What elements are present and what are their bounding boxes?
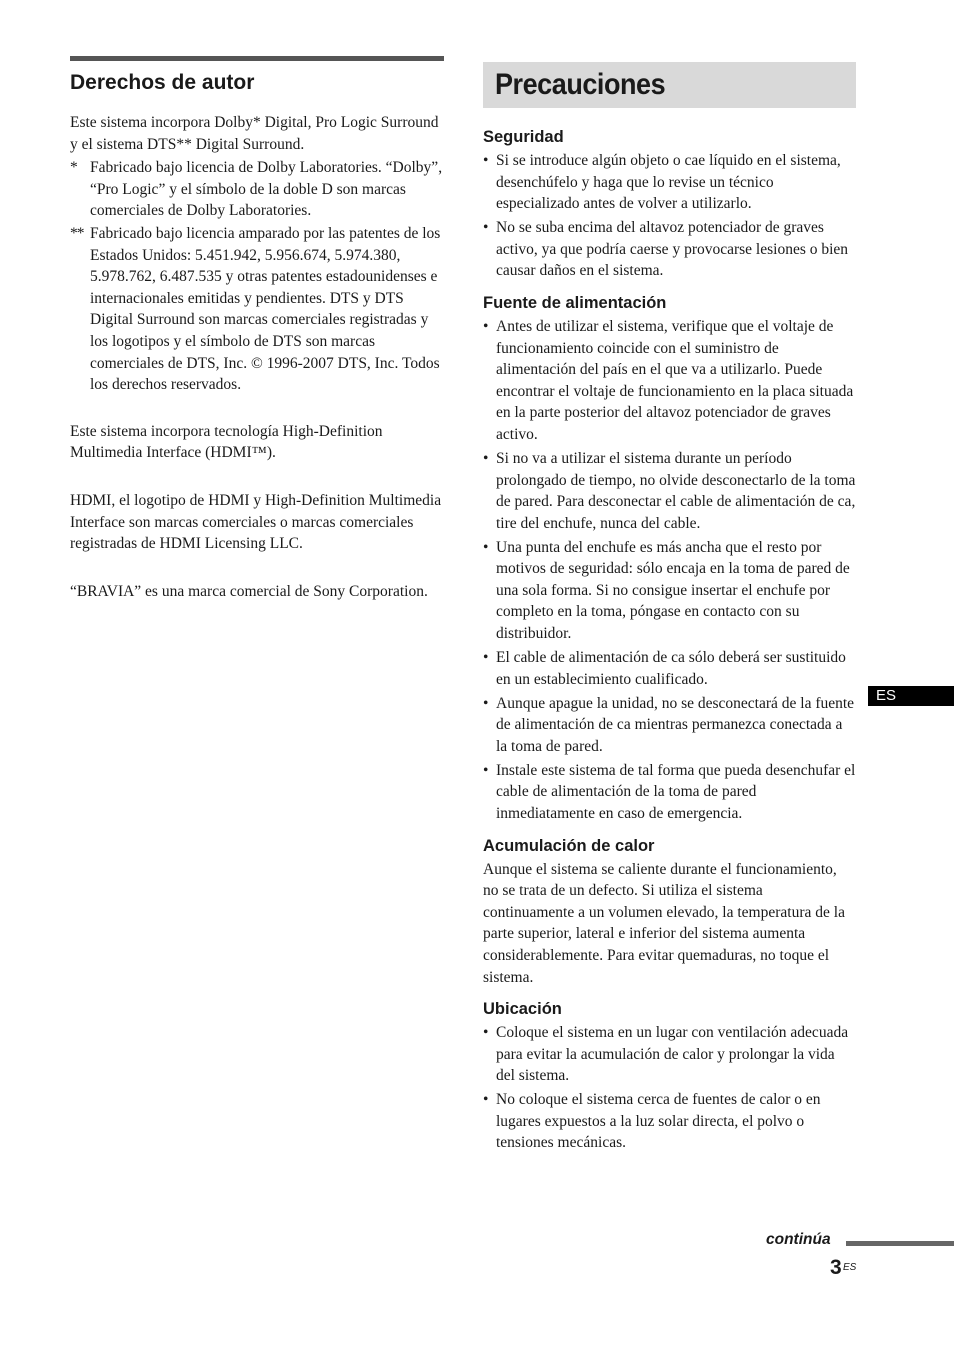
calor-text: Aunque el sistema se caliente durante el funcionamiento, no se trata de un defecto. Si utiliza el sistema continuamente a un volumen elevado, la temperatura de la parte superior, lateral e inferior del sistema aumenta considerablemente. Para evitar quemaduras, no toque el sistema.	[483, 860, 845, 986]
continua-bar	[846, 1241, 954, 1246]
hdmi-paragraph: Este sistema incorpora tecnología High-Definition Multimedia Interface (HDMI™).	[70, 422, 383, 462]
calor-heading: Acumulación de calor	[483, 836, 655, 855]
list-item: • Aunque apague la unidad, no se desconectará de la fuente de alimentación de ca mientras permanezca conectada a la toma de pared.	[483, 694, 855, 755]
ubicacion-heading: Ubicación	[483, 1000, 562, 1019]
fuente-heading: Fuente de alimentación	[483, 293, 667, 312]
bravia-paragraph: “BRAVIA” es una marca comercial de Sony Corporation.	[70, 582, 428, 600]
list-item: • Instale este sistema de tal forma que pueda desenchufar el cable de alimentación de la toma de pared inmediatamente en caso de emergencia.	[483, 761, 856, 822]
page-suffix: ES	[843, 1262, 857, 1273]
fuente-list	[483, 316, 856, 825]
copyright-title: Derechos de autor	[70, 71, 255, 94]
copyright-section	[70, 56, 444, 602]
precautions-title: Precauciones	[495, 68, 666, 101]
list-item: • Si no va a utilizar el sistema durante un período prolongado de tiempo, no olvide desconectarlo de la toma de pared. Para desconectar el cable de alimentación de ca, tire del enchufe, nunca del cable.	[483, 449, 856, 532]
precautions-section	[483, 62, 856, 1156]
precautions-title-box	[483, 62, 856, 108]
copyright-intro: Este sistema incorpora Dolby* Digital, Pro Logic Surround y el sistema DTS** Digital Surround.	[70, 114, 439, 153]
dolby-footnote	[70, 157, 444, 222]
continua-label: continúa	[766, 1231, 831, 1248]
list-item: • El cable de alimentación de ca sólo deberá ser sustituido en un establecimiento cualificado.	[483, 649, 846, 688]
ubicacion-list	[483, 1022, 856, 1154]
list-item: • Antes de utilizar el sistema, verifique que el voltaje de funcionamiento coincide con el suministro de alimentación del país en el que va a utilizarlo. Puede encontrar el voltaje de funcionamiento en la placa situada en la parte posterior del altavoz potenciador de graves activo.	[483, 317, 854, 443]
dolby-footnote-text: Fabricado bajo licencia de Dolby Laboratories. “Dolby”, “Pro Logic” y el símbolo de la doble D son marcas comerciales de Dolby Laboratories.	[90, 159, 443, 220]
list-item: • No se suba encima del altavoz potenciador de graves activo, ya que podría caerse y provocarse lesiones o bien causar daños en el sistema.	[483, 219, 849, 280]
list-item: • Si se introduce algún objeto o cae líquido en el sistema, desenchúfelo y haga que lo revise un técnico especializado antes de volver a utilizarlo.	[483, 152, 841, 213]
seguridad-heading: Seguridad	[483, 128, 564, 146]
page-number: 3	[830, 1256, 842, 1279]
seguridad-list	[483, 150, 856, 282]
section-rule	[70, 56, 444, 61]
list-item: • Coloque el sistema en un lugar con ventilación adecuada para evitar la acumulación de calor y prolongar la vida del sistema.	[483, 1024, 849, 1085]
footnote-mark: *	[70, 159, 78, 177]
list-item: • No coloque el sistema cerca de fuentes de calor o en lugares expuestos a la luz solar directa, el polvo o tensiones mecánicas.	[483, 1091, 821, 1152]
footnote-mark: **	[70, 224, 84, 242]
dts-footnote-text: Fabricado bajo licencia amparado por las patentes de los Estados Unidos: 5.451.942, 5.956.674, 5.974.380, 5.978.762, 6.487.535 y otras patentes estadounidenses e internacionales emitidas y pendientes. DTS y DTS Digital Surround son marcas comerciales registradas y los logotipos y el símbolo de DTS son marcas comerciales de DTS, Inc. © 1996-2007 DTS, Inc. Todos los derechos reservados.	[90, 224, 441, 394]
list-item: • Una punta del enchufe es más ancha que el resto por motivos de seguridad: sólo encaja en la toma de pared de una sola forma. Si no consigue insertar el enchufe por completo en la toma, póngase en contacto con su distribuidor.	[483, 538, 850, 643]
dts-footnote	[70, 223, 444, 396]
language-tab: ES	[868, 686, 954, 706]
hdmi-trademark-paragraph: HDMI, el logotipo de HDMI y High-Definition Multimedia Interface son marcas comerciales o marcas comerciales registradas de HDMI Licensing LLC.	[70, 491, 442, 553]
